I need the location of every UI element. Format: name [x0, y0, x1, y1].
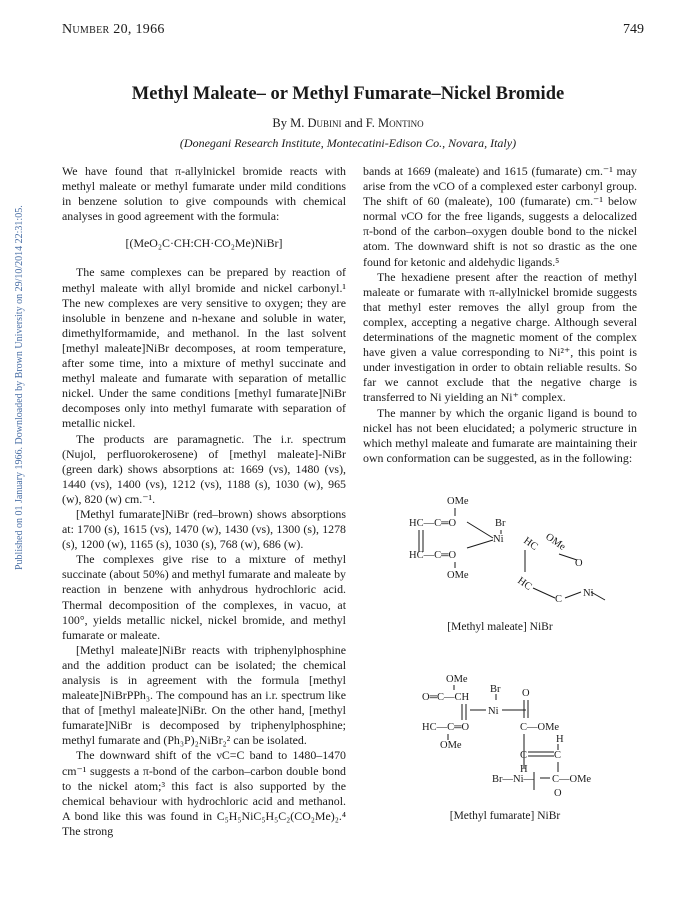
journal-issue: Number 20, 1966 [62, 22, 165, 37]
ome-label-2: OMe [447, 570, 469, 581]
ir-maleate-paragraph: The products are paramagnetic. The i.r. spectrum (Nujol, perfluorokerosene) of [methyl maleate]-NiBr (green dark) shows absorptions at: 1669 (vs), 1480 (vs), 1440 (vs), 1400 (vs), 1212 (vs), 1188 (s), 1030 (w), 965 (w), 820 (w) cm.⁻¹. [62, 431, 346, 506]
carbonyl-paragraph: bands at 1669 (maleate) and 1615 (fumarate) cm.⁻¹ may arise from the νCO of a complexed ester carbonyl group. The shift of 60 (maleate), 100 (fumarate) cm.⁻¹ below normal νCO for the free ligands, suggests a delocalized π-bond of the carbon–oxygen double bond to the nickel atom. The downward shift is not so drastic as the one found for ketonic and aldehydic ligands.⁵ [363, 164, 637, 269]
hc-label: HC [521, 535, 540, 553]
shift-paragraph: The downward shift of the νC=C band to 1480–1470 cm⁻¹ suggests a π-bond of the carbon–carbon double bond to the nickel atom;³ this fact is also supported by the chemical behaviour with hydrochloric acid and methanol. A bond like this was found in C₅H₅NiC₅H₅C₂(CO₂Me)₂.⁴ The strong [62, 748, 346, 838]
maleate-structure [405, 492, 615, 612]
fum-ocach-label: O═C—CH [422, 692, 470, 703]
authors-line [0, 116, 696, 131]
ni-label-1: Ni [493, 534, 504, 545]
left-column [62, 164, 346, 839]
fum-c-ome-label-2: C—OMe [552, 774, 592, 785]
affiliation: (Donegani Research Institute, Montecatini-Edison Co., Novara, Italy) [179, 136, 517, 150]
article-title: Methyl Maleate– or Methyl Fumarate–Nickel Bromide [131, 84, 565, 104]
phosphine-paragraph: [Methyl maleate]NiBr reacts with triphenylphosphine and the addition product can be isolated; the chemical analysis is in agreement with the formula [methyl maleate]NiBrPPh₃. The compound has an i.r. spectrum like that of [methyl maleate]NiBr. On the other hand, [methyl fumarate]NiBr is decomposed by triphenylphosphine; methyl fumarate and (Ph₃P)₂NiBr₂² can be isolated. [62, 642, 346, 748]
fum-br-label: Br [490, 684, 501, 695]
maleate-caption: [Methyl maleate] NiBr [447, 621, 553, 633]
fum-c-label-1: C [520, 750, 528, 761]
and-label: and [344, 116, 363, 130]
intro-paragraph: We have found that π-allylnickel bromide reacts with methyl maleate or methyl fumarate under mild conditions in benzene solution to give compounds with chemical analyses in good agreement with the formula: [62, 164, 346, 224]
fum-o-label: O [522, 688, 530, 699]
hc-label-2: HC [515, 575, 534, 593]
fum-br-ni-label: Br—Ni— [492, 774, 534, 785]
fum-o-label-2: O [554, 788, 562, 799]
author-dubini: M. Dubini [290, 116, 342, 130]
fum-c-ome-label: C—OMe [520, 722, 560, 733]
fum-ome-label-2: OMe [440, 740, 462, 751]
fumarate-caption: [Methyl fumarate] NiBr [449, 810, 561, 822]
ome-label: OMe [447, 496, 469, 507]
right-column [363, 164, 637, 466]
fum-ome-label: OMe [446, 674, 468, 685]
preparation-paragraph: The same complexes can be prepared by reaction of methyl maleate with allyl bromide and nickel carbonyl.¹ The new complexes are very sensitive to oxygen; they are insoluble in benzene and n-hexane and soluble in water, dimethylformamide, and methanol. In the last solvent [methyl maleate]NiBr decomposes, at room temperature, after some time, into a mixture of methyl succinate and methyl maleate and fumarate with separation of metallic nickel. Under the same conditions [methyl fumarate]NiBr decomposes only into methyl fumarate with separation of metallic nickel. [62, 265, 346, 431]
complex-formula: [(MeO₂C·CH:CH·CO₂Me)NiBr] [125, 236, 283, 251]
by-label: By [272, 116, 287, 130]
author-montino: F. Montino [365, 116, 424, 130]
ir-fumarate-paragraph: [Methyl fumarate]NiBr (red–brown) shows absorptions at: 1700 (s), 1615 (vs), 1470 (w), 1430 (vs), 1300 (s), 1278 (s), 1200 (w), 1165 (s), 1030 (s), 768 (w), 686 (w). [62, 506, 346, 552]
download-notice-text: Published on 01 January 1966. Downloaded by Brown University on 29/10/2014 22:31:05. [14, 205, 25, 570]
fum-c-label-2: C [554, 750, 562, 761]
o-label: O [575, 558, 583, 569]
structure-paragraph: The manner by which the organic ligand is bound to nickel has not been elucidated; a polymeric structure in which methyl maleate and fumarate are maintaining their own conformation can be suggested, as in the following: [363, 405, 637, 465]
fumarate-structure [418, 672, 618, 802]
fum-hcco-label: HC—C═O [422, 722, 470, 733]
hc-co-label: HC—C═O [409, 518, 457, 529]
ome-tilt-label: OMe [543, 531, 568, 553]
fum-h-label-2: H [520, 764, 528, 775]
download-notice [2, 170, 25, 570]
br-label: Br [495, 518, 506, 529]
decomposition-paragraph: The complexes give rise to a mixture of methyl succinate (about 50%) and methyl fumarate and maleate by reaction in benzene with anhydrous hydrochloric acid. Thermal decomposition of the complexes, in vacuo, at 100°, yields metallic nickel, nickel bromide, and methyl fumarate or maleate. [62, 552, 346, 642]
c-label: C [555, 594, 563, 605]
fum-ni-label: Ni [488, 706, 499, 717]
hc-co-label-2: HC—C═O [409, 550, 457, 561]
ni-label-2: Ni [583, 588, 594, 599]
hexadiene-paragraph: The hexadiene present after the reaction of methyl maleate or fumarate with π-allylnickel bromide suggests that methyl ester removes the allyl group from the complex, accepting a negative charge. Although several determinations of the magnetic moment of the complex have given a value corresponding to Ni²⁺, this point is under investigation in order to obtain reliable results. So far we cannot exclude that the negative charge is transferred to Ni yielding an Ni⁺ complex. [363, 269, 637, 405]
fum-h-label: H [556, 734, 564, 745]
page-number: 749 [623, 22, 644, 37]
